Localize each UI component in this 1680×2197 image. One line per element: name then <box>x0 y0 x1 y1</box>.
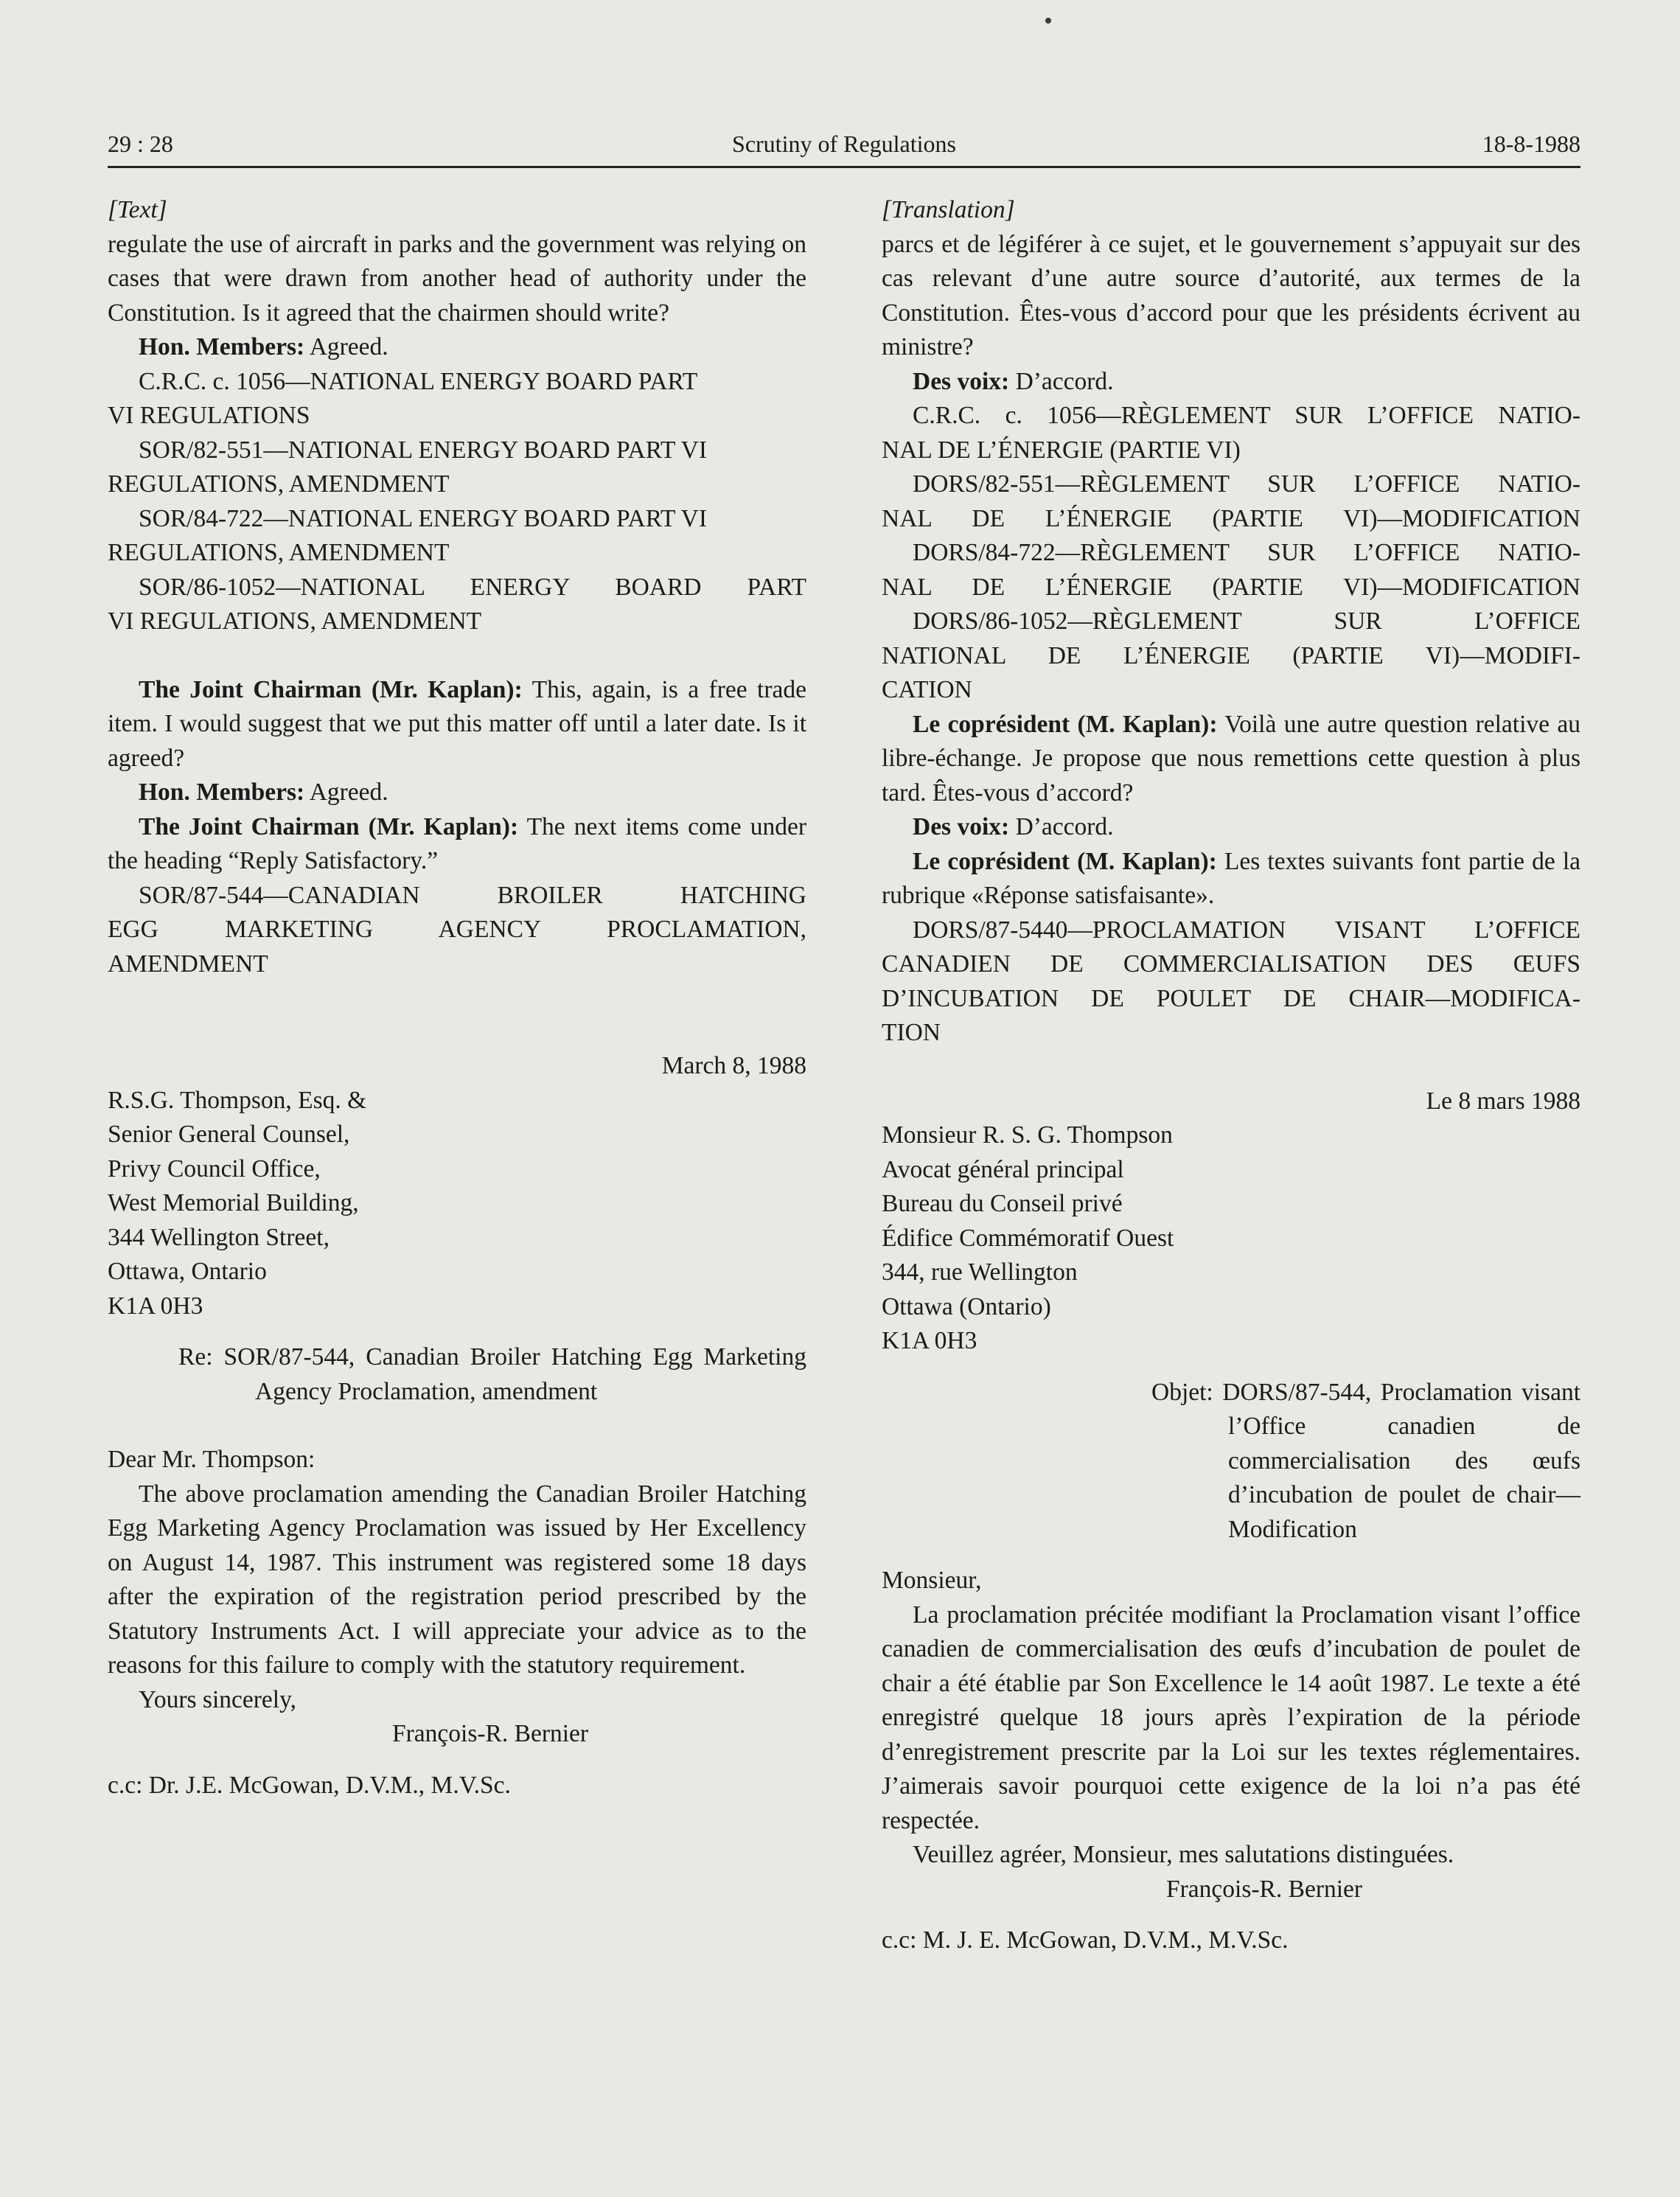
regulation-heading: C.R.C. c. 1056—NATIONAL ENERGY BOARD PART <box>139 367 698 395</box>
letter-body: La proclamation précitée modifiant la Proclamation visant l’office canadien de commercialisation des œufs d’incubation de poulet de chair a été établie par Son Excellence le 14 août 1987. Le texte a été enregistré quelque 18 jours après l’expiration de la période d’enregistrement prescrite par la Loi sur les textes réglementaires. J’aimerais savoir pourquoi cette exigence de la loi n’a pas été respectée. <box>882 1601 1580 1834</box>
header-rule <box>108 166 1580 168</box>
address-line: Ottawa, Ontario <box>108 1258 267 1285</box>
translation-label: [Translation] <box>882 196 1015 223</box>
salutation: Dear Mr. Thompson: <box>108 1446 316 1473</box>
french-column <box>882 193 1580 1958</box>
page-number: 29 : 28 <box>108 130 173 157</box>
regulation-heading-cont: CANADIEN DE COMMERCIALISATION DES ŒUFS <box>882 950 1580 978</box>
closing: Veuillez agréer, Monsieur, mes salutations distinguées. <box>913 1841 1454 1868</box>
agreed-line: Hon. Members: Agreed. <box>139 333 388 361</box>
running-header <box>108 127 1580 161</box>
address-line: Édifice Commémoratif Ouest <box>882 1224 1174 1252</box>
regulation-heading-cont: CATION <box>882 676 972 703</box>
subject-line: Objet: DORS/87-544, Proclamation visant l’Office canadien de commercialisation des œufs d’incubation de poulet de chair—Modification <box>1151 1378 1581 1543</box>
address-line: R.S.G. Thompson, Esq. & <box>108 1086 367 1114</box>
regulation-heading-cont: REGULATIONS, AMENDMENT <box>108 470 450 498</box>
address-line: 344 Wellington Street, <box>108 1223 330 1251</box>
agreed-line: Des voix: D’accord. <box>913 367 1114 395</box>
letter-date: Le 8 mars 1988 <box>1426 1087 1580 1115</box>
cc-line: c.c: Dr. J.E. McGowan, D.V.M., M.V.Sc. <box>108 1771 511 1799</box>
regulation-heading: SOR/87-544—CANADIAN BROILER HATCHING <box>139 881 806 909</box>
regulation-heading-cont: NAL DE L’ÉNERGIE (PARTIE VI)—MODIFICATION <box>882 504 1580 532</box>
regulation-heading: DORS/86-1052—RÈGLEMENT SUR L’OFFICE <box>913 607 1580 635</box>
address-line: Monsieur R. S. G. Thompson <box>882 1121 1173 1149</box>
regulation-heading-cont: REGULATIONS, AMENDMENT <box>108 539 450 566</box>
closing: Yours sincerely, <box>139 1685 297 1713</box>
agreed-line: Hon. Members: Agreed. <box>139 779 388 806</box>
address-line: K1A 0H3 <box>882 1327 977 1354</box>
cc-line: c.c: M. J. E. McGowan, D.V.M., M.V.Sc. <box>882 1926 1289 1954</box>
speaker-paragraph: Le coprésident (M. Kaplan): Voilà une autre question relative au libre-échange. Je propose que nous remettions cette question à plus tard. Êtes-vous d’accord? <box>882 710 1580 807</box>
regulation-heading: DORS/87-5440—PROCLAMATION VISANT L’OFFICE <box>913 916 1580 944</box>
address-line: Ottawa (Ontario) <box>882 1292 1051 1320</box>
salutation: Monsieur, <box>882 1567 982 1594</box>
regulation-heading: SOR/84-722—NATIONAL ENERGY BOARD PART VI <box>139 504 708 532</box>
regulation-heading-cont: NAL DE L’ÉNERGIE (PARTIE VI)—MODIFICATION <box>882 573 1580 601</box>
letter-date: March 8, 1988 <box>661 1052 806 1079</box>
speck-mark <box>1045 18 1051 24</box>
regulation-heading-cont: TION <box>882 1019 941 1046</box>
signature: François-R. Bernier <box>1166 1875 1363 1903</box>
english-column <box>108 193 806 1803</box>
regulation-heading-cont: EGG MARKETING AGENCY PROCLAMATION, <box>108 916 806 943</box>
regulation-heading: SOR/86-1052—NATIONAL ENERGY BOARD PART <box>139 573 806 601</box>
intro-paragraph: parcs et de légiférer à ce sujet, et le gouvernement s’appuyait sur des cas relevant d’une autre source d’autorité, aux termes de la Constitution. Êtes-vous d’accord pour que les présidents écrivent au ministre? <box>882 230 1580 361</box>
regulation-heading: DORS/82-551—RÈGLEMENT SUR L’OFFICE NATIO- <box>913 470 1580 498</box>
regulation-heading: C.R.C. c. 1056—RÈGLEMENT SUR L’OFFICE NATIO- <box>913 402 1580 429</box>
address-line: K1A 0H3 <box>108 1292 203 1320</box>
regulation-heading-cont: D’INCUBATION DE POULET DE CHAIR—MODIFICA- <box>882 984 1580 1012</box>
regulation-heading-cont: AMENDMENT <box>108 950 268 978</box>
intro-paragraph: regulate the use of aircraft in parks and the government was relying on cases that were drawn from another head of authority under the Constitution. Is it agreed that the chairmen should write? <box>108 230 806 327</box>
regulation-heading-cont: VI REGULATIONS <box>108 402 310 429</box>
speaker-paragraph: Le coprésident (M. Kaplan): Les textes suivants font partie de la rubrique «Réponse satisfaisante». <box>882 847 1580 909</box>
address-line: Avocat général principal <box>882 1155 1124 1183</box>
speaker-paragraph: The Joint Chairman (Mr. Kaplan): The next items come under the heading “Reply Satisfactory.” <box>108 812 807 874</box>
header-title: Scrutiny of Regulations <box>732 130 956 157</box>
regulation-heading-cont: VI REGULATIONS, AMENDMENT <box>108 607 482 635</box>
regulation-heading-cont: NATIONAL DE L’ÉNERGIE (PARTIE VI)—MODIFI- <box>882 641 1580 669</box>
speaker-paragraph: The Joint Chairman (Mr. Kaplan): This, again, is a free trade item. I would suggest that we put this matter off until a later date. Is it agreed? <box>108 675 807 772</box>
address-line: West Memorial Building, <box>108 1189 359 1216</box>
address-line: Bureau du Conseil privé <box>882 1190 1123 1217</box>
signature: François-R. Bernier <box>392 1720 589 1747</box>
header-date: 18-8-1988 <box>1482 130 1580 157</box>
address-line: 344, rue Wellington <box>882 1258 1078 1286</box>
address-line: Privy Council Office, <box>108 1155 321 1183</box>
subject-line: Re: SOR/87-544, Canadian Broiler Hatching Egg Marketing Agency Proclamation, amendment <box>178 1343 806 1405</box>
regulation-heading-cont: NAL DE L’ÉNERGIE (PARTIE VI) <box>882 436 1241 464</box>
regulation-heading: DORS/84-722—RÈGLEMENT SUR L’OFFICE NATIO- <box>913 539 1580 566</box>
address-line: Senior General Counsel, <box>108 1121 350 1148</box>
letter-body: The above proclamation amending the Canadian Broiler Hatching Egg Marketing Agency Proclamation was issued by Her Excellency on August 14, 1987. This instrument was registered some 18 days after the expiration of the registration period prescribed by the Statutory Instruments Act. I will appreciate your advice as to the reasons for this failure to comply with the statutory requirement. <box>108 1480 806 1679</box>
regulation-heading: SOR/82-551—NATIONAL ENERGY BOARD PART VI <box>139 436 708 464</box>
text-label: [Text] <box>108 196 167 223</box>
agreed-line: Des voix: D’accord. <box>913 813 1114 840</box>
